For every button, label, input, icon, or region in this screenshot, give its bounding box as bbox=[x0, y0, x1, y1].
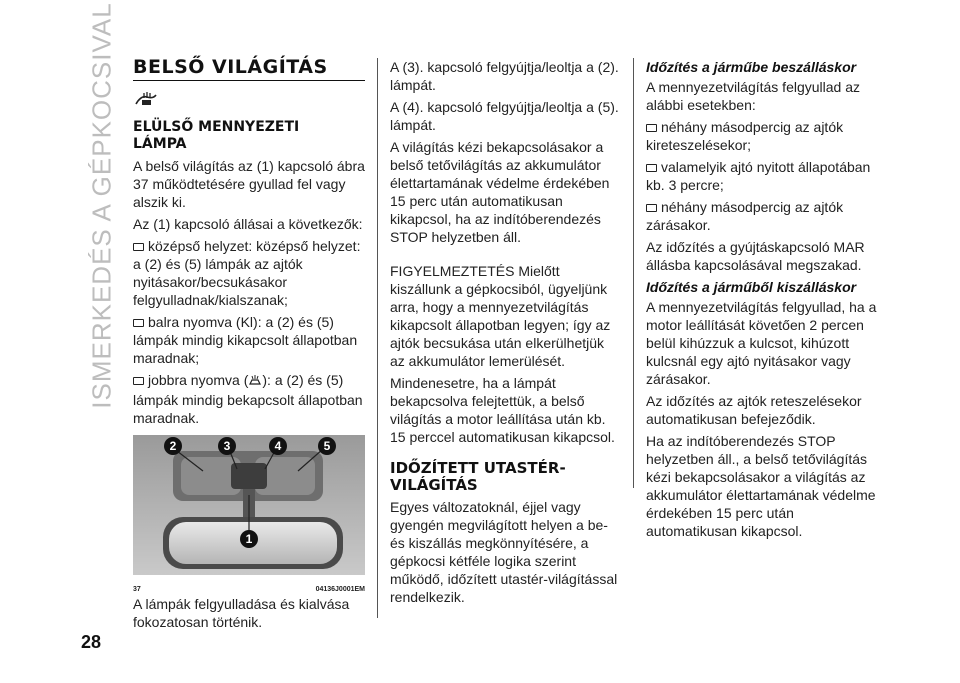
bullet-icon bbox=[133, 319, 144, 327]
callout-3 bbox=[218, 437, 236, 455]
italic-heading: Időzítés a járműbe beszálláskor bbox=[646, 59, 857, 75]
bullet-icon bbox=[646, 164, 657, 172]
subsection-title: ELÜLSŐ MENNYEZETI LÁMPA bbox=[133, 119, 300, 152]
figure-caption bbox=[133, 581, 365, 599]
paragraph: Ha az indítóberendezés STOP helyzetben áll., a belső tetővilágítás kézi bekapcsolásakor a világítás az akkumulátor élettartamának védelme érdekében 15 perc után automatikusan kikapcsol. bbox=[646, 433, 876, 539]
interior-lamp-icon bbox=[133, 89, 365, 113]
bullet-item: balra nyomva (Kl): a (2) és (5) lámpák mindig kikapcsolt állapotban maradnak; bbox=[133, 314, 358, 366]
column-divider bbox=[377, 58, 378, 618]
paragraph: A lámpák felgyulladása és kialvása fokozatosan történik. bbox=[133, 596, 350, 630]
bullet-icon bbox=[646, 204, 657, 212]
subsection-title: IDŐZÍTETT UTASTÉR-VILÁGÍTÁS bbox=[390, 459, 566, 494]
section-title: BELSŐ VILÁGÍTÁS bbox=[133, 56, 328, 78]
paragraph: Egyes változatoknál, éjjel vagy gyengén megvilágított helyen a be- és kiszállás megkönnyítésére, a gépkocsi kétféle logika szerint működő, időzített utastér-világítással rendelkezik. bbox=[390, 499, 618, 605]
column-3 bbox=[646, 58, 881, 544]
callout-2 bbox=[164, 437, 182, 455]
bullet-icon bbox=[133, 243, 144, 251]
figure-code: 04136J0001EM bbox=[315, 586, 365, 593]
callout-4 bbox=[269, 437, 287, 455]
callout-5 bbox=[318, 437, 336, 455]
paragraph: Az (1) kapcsoló állásai a következők: bbox=[133, 216, 363, 232]
paragraph: A mennyezetvilágítás felgyullad, ha a motor leállítását követően 2 percen belül kihúzzuk a kulcsot, kihúzott kulcsnál egy ajtó nyitásakor vagy zárásakor. bbox=[646, 299, 877, 387]
bullet-item: középső helyzet: középső helyzet: a (2) és (5) lámpák az ajtók nyitásakor/becsukásakor felgyulladnak/kialszanak; bbox=[133, 238, 361, 308]
column-1 bbox=[133, 58, 365, 635]
svg-text:4: 4 bbox=[274, 439, 282, 453]
paragraph: A (4). kapcsoló felgyújtja/leoltja a (5). lámpát. bbox=[390, 99, 619, 133]
paragraph: Mindenesetre, ha a lámpát bekapcsolva felejtettük, a belső világítás a motor leállítása után kb. 15 perccel automatikusan kikapcsol. bbox=[390, 375, 615, 445]
column-divider bbox=[633, 58, 634, 488]
side-tab-label: ISMERKEDÉS A GÉPKOCSIVAL bbox=[86, 1, 117, 409]
svg-text:3: 3 bbox=[223, 439, 231, 453]
bullet-item: jobbra nyomva ( ): a (2) és (5) lámpák mindig bekapcsolt állapotban maradnak. bbox=[133, 372, 363, 426]
column-2 bbox=[390, 58, 620, 610]
paragraph: Az időzítés a gyújtáskapcsoló MAR állásba kapcsolásával megszakad. bbox=[646, 239, 865, 273]
svg-text:2: 2 bbox=[169, 439, 177, 453]
bullet-item: néhány másodpercig az ajtók kireteszelésekor; bbox=[646, 119, 844, 153]
italic-heading: Időzítés a járműből kiszálláskor bbox=[646, 279, 857, 295]
svg-text:5: 5 bbox=[323, 439, 331, 453]
figure-37 bbox=[133, 435, 365, 593]
paragraph: A mennyezetvilágítás felgyullad az alábbi esetekben: bbox=[646, 79, 861, 113]
paragraph: A (3). kapcsoló felgyújtja/leoltja a (2). lámpát. bbox=[390, 59, 619, 93]
bullet-item: néhány másodpercig az ajtók zárásakor. bbox=[646, 199, 844, 233]
svg-text:1: 1 bbox=[245, 532, 253, 546]
bullet-icon bbox=[646, 124, 657, 132]
side-tab bbox=[82, 1, 122, 409]
bullet-icon bbox=[133, 377, 144, 385]
page-number: 28 bbox=[81, 632, 102, 652]
bullet-item: valamelyik ajtó nyitott állapotában kb. 3 percre; bbox=[646, 159, 871, 193]
title-rule bbox=[133, 80, 365, 81]
lamp-on-icon bbox=[248, 373, 262, 391]
warning-paragraph: FIGYELMEZTETÉS Mielőtt kiszállunk a gépkocsiból, ügyeljünk arra, hogy a mennyezetvilágítás kikapcsolt állapotban legyen; így az ajtók becsukása után elkerülhetjük az akkumulátor lemerülését. bbox=[390, 263, 611, 369]
callout-1 bbox=[240, 530, 258, 548]
paragraph: A belső világítás az (1) kapcsoló ábra 37 működtetésére gyullad fel vagy alszik ki. bbox=[133, 158, 365, 210]
figure-number: 37 bbox=[133, 586, 141, 593]
paragraph: Az időzítés az ajtók reteszelésekor automatikusan befejeződik. bbox=[646, 393, 862, 427]
paragraph: A világítás kézi bekapcsolásakor a belső tetővilágítás az akkumulátor élettartamának védelme érdekében 15 perc után automatikusan kikapcsol, ha az indítóberendezés STOP helyzetben áll. bbox=[390, 139, 610, 245]
